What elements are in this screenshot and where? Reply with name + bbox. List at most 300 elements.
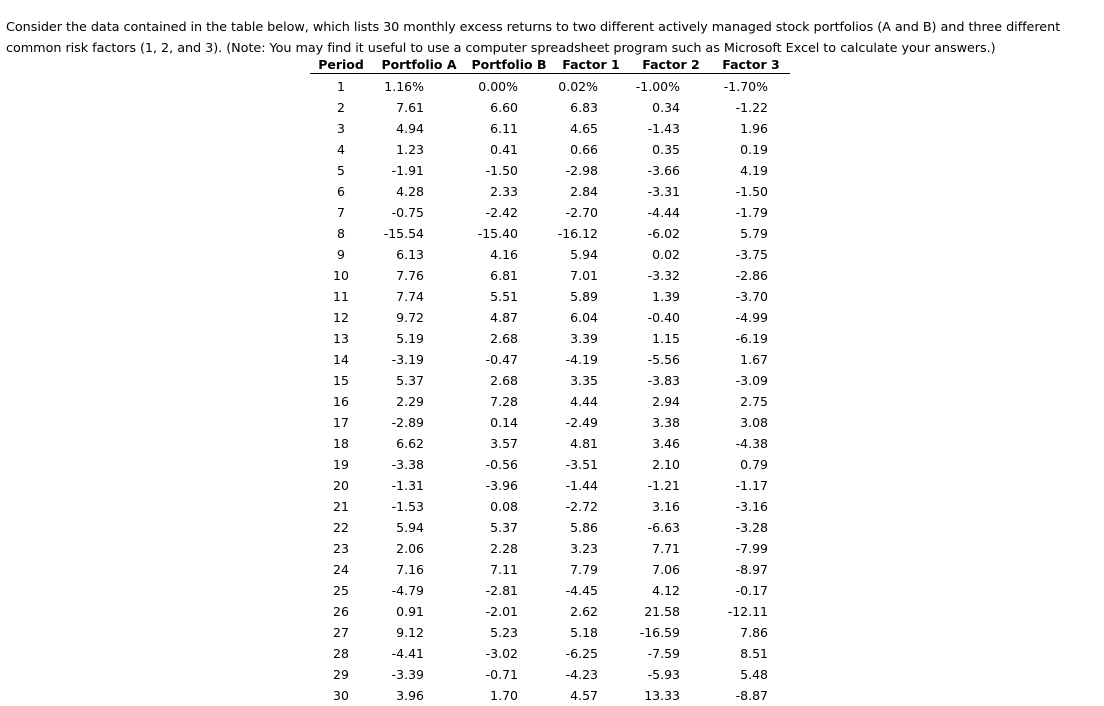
- factor-2-cell: [630, 643, 712, 664]
- cell-value: -6.63: [630, 520, 680, 535]
- cell-value: -2.70: [552, 205, 598, 220]
- portfolio-a-cell: [372, 454, 466, 475]
- table-row: [310, 307, 790, 328]
- factor-1-cell: [552, 74, 630, 98]
- period-cell: 27: [310, 622, 372, 643]
- factor-3-cell: [712, 643, 790, 664]
- factor-1-cell: [552, 517, 630, 538]
- factor-3-cell: [712, 622, 790, 643]
- cell-value: 2.84: [552, 184, 598, 199]
- cell-value: 6.13: [372, 247, 424, 262]
- cell-value: 7.86: [712, 625, 768, 640]
- cell-value: 2.10: [630, 457, 680, 472]
- table-row: [310, 664, 790, 685]
- cell-value: 1.16%: [372, 79, 424, 94]
- factor-3-cell: [712, 580, 790, 601]
- cell-value: 4.28: [372, 184, 424, 199]
- factor-3-cell: [712, 349, 790, 370]
- table-row: [310, 349, 790, 370]
- cell-value: -3.39: [372, 667, 424, 682]
- cell-value: 5.23: [466, 625, 518, 640]
- period-cell: 5: [310, 160, 372, 181]
- table-row: [310, 391, 790, 412]
- cell-value: -3.75: [712, 247, 768, 262]
- factor-1-cell: [552, 244, 630, 265]
- cell-value: -2.86: [712, 268, 768, 283]
- cell-value: 4.87: [466, 310, 518, 325]
- cell-value: 7.71: [630, 541, 680, 556]
- period-cell: 4: [310, 139, 372, 160]
- portfolio-a-cell: [372, 118, 466, 139]
- factor-3-cell: [712, 685, 790, 706]
- table-body: [310, 74, 790, 706]
- portfolio-b-cell: [466, 559, 552, 580]
- cell-value: 4.94: [372, 121, 424, 136]
- portfolio-b-cell: [466, 349, 552, 370]
- cell-value: 4.16: [466, 247, 518, 262]
- cell-value: 4.65: [552, 121, 598, 136]
- factor-1-cell: [552, 370, 630, 391]
- table-row: [310, 265, 790, 286]
- table-row: [310, 496, 790, 517]
- table-row: [310, 475, 790, 496]
- factor-2-cell: [630, 601, 712, 622]
- portfolio-a-cell: [372, 370, 466, 391]
- table-row: [310, 643, 790, 664]
- factor-3-cell: [712, 118, 790, 139]
- table-row: [310, 580, 790, 601]
- cell-value: 7.61: [372, 100, 424, 115]
- table-row: [310, 223, 790, 244]
- period-cell: 14: [310, 349, 372, 370]
- cell-value: 5.19: [372, 331, 424, 346]
- cell-value: 3.08: [712, 415, 768, 430]
- table-row: [310, 685, 790, 706]
- cell-value: 0.79: [712, 457, 768, 472]
- period-cell: 17: [310, 412, 372, 433]
- cell-value: 0.00%: [466, 79, 518, 94]
- portfolio-a-cell: [372, 496, 466, 517]
- cell-value: 7.74: [372, 289, 424, 304]
- cell-value: -0.47: [466, 352, 518, 367]
- cell-value: 2.62: [552, 604, 598, 619]
- factor-1-cell: [552, 664, 630, 685]
- cell-value: 4.12: [630, 583, 680, 598]
- cell-value: 2.68: [466, 373, 518, 388]
- cell-value: -7.59: [630, 646, 680, 661]
- portfolio-a-cell: [372, 538, 466, 559]
- cell-value: -0.75: [372, 205, 424, 220]
- portfolio-b-cell: [466, 433, 552, 454]
- factor-3-cell: [712, 517, 790, 538]
- cell-value: 7.11: [466, 562, 518, 577]
- table-row: [310, 622, 790, 643]
- portfolio-a-cell: [372, 202, 466, 223]
- cell-value: 7.06: [630, 562, 680, 577]
- period-cell: 25: [310, 580, 372, 601]
- factor-1-cell: [552, 559, 630, 580]
- portfolio-a-cell: [372, 559, 466, 580]
- factor-3-cell: [712, 181, 790, 202]
- factor-2-cell: [630, 517, 712, 538]
- cell-value: -1.53: [372, 499, 424, 514]
- cell-value: 1.96: [712, 121, 768, 136]
- period-cell: 29: [310, 664, 372, 685]
- cell-value: -4.38: [712, 436, 768, 451]
- portfolio-b-cell: [466, 286, 552, 307]
- cell-value: 13.33: [630, 688, 680, 703]
- cell-value: 2.28: [466, 541, 518, 556]
- table-row: [310, 202, 790, 223]
- portfolio-b-cell: [466, 118, 552, 139]
- portfolio-b-cell: [466, 517, 552, 538]
- period-cell: 28: [310, 643, 372, 664]
- period-cell: 9: [310, 244, 372, 265]
- table-row: [310, 412, 790, 433]
- period-cell: 16: [310, 391, 372, 412]
- header-portfolio-a: Portfolio A: [372, 55, 466, 74]
- period-cell: 20: [310, 475, 372, 496]
- table-row: [310, 601, 790, 622]
- cell-value: 7.28: [466, 394, 518, 409]
- table-row: [310, 538, 790, 559]
- period-cell: 6: [310, 181, 372, 202]
- cell-value: 2.75: [712, 394, 768, 409]
- cell-value: 0.02%: [552, 79, 598, 94]
- cell-value: -6.19: [712, 331, 768, 346]
- portfolio-a-cell: [372, 139, 466, 160]
- factor-3-cell: [712, 370, 790, 391]
- factor-3-cell: [712, 286, 790, 307]
- factor-2-cell: [630, 286, 712, 307]
- factor-3-cell: [712, 391, 790, 412]
- portfolio-b-cell: [466, 622, 552, 643]
- cell-value: -0.17: [712, 583, 768, 598]
- factor-3-cell: [712, 97, 790, 118]
- cell-value: 3.46: [630, 436, 680, 451]
- cell-value: -1.00%: [630, 79, 680, 94]
- factor-2-cell: [630, 328, 712, 349]
- cell-value: 5.18: [552, 625, 598, 640]
- cell-value: 5.37: [466, 520, 518, 535]
- factor-3-cell: [712, 433, 790, 454]
- cell-value: -4.44: [630, 205, 680, 220]
- cell-value: 1.70: [466, 688, 518, 703]
- header-factor-3: Factor 3: [712, 55, 790, 74]
- cell-value: 3.23: [552, 541, 598, 556]
- factor-2-cell: [630, 244, 712, 265]
- factor-2-cell: [630, 538, 712, 559]
- factor-3-cell: [712, 244, 790, 265]
- factor-1-cell: [552, 538, 630, 559]
- cell-value: 0.19: [712, 142, 768, 157]
- portfolio-a-cell: [372, 349, 466, 370]
- table-row: [310, 286, 790, 307]
- cell-value: -0.56: [466, 457, 518, 472]
- factor-1-cell: [552, 685, 630, 706]
- table-row: [310, 454, 790, 475]
- portfolio-b-cell: [466, 202, 552, 223]
- portfolio-a-cell: [372, 580, 466, 601]
- cell-value: -1.91: [372, 163, 424, 178]
- portfolio-b-cell: [466, 370, 552, 391]
- portfolio-a-cell: [372, 643, 466, 664]
- portfolio-b-cell: [466, 538, 552, 559]
- table-row: [310, 181, 790, 202]
- factor-2-cell: [630, 559, 712, 580]
- period-cell: 12: [310, 307, 372, 328]
- problem-intro-text: Consider the data contained in the table below, which lists 30 monthly excess returns to two different actively managed stock portfolios (A and B) and three different common risk factors (1, 2, and 3). (Note: You may find it useful to use a computer spreadsheet program such as Microsoft Excel to calculate your answers.): [6, 17, 1098, 59]
- factor-3-cell: [712, 664, 790, 685]
- portfolio-b-cell: [466, 475, 552, 496]
- cell-value: 5.48: [712, 667, 768, 682]
- cell-value: 1.23: [372, 142, 424, 157]
- cell-value: -4.23: [552, 667, 598, 682]
- cell-value: -8.87: [712, 688, 768, 703]
- cell-value: 6.83: [552, 100, 598, 115]
- cell-value: 4.44: [552, 394, 598, 409]
- period-cell: 22: [310, 517, 372, 538]
- portfolio-a-cell: [372, 412, 466, 433]
- cell-value: 0.02: [630, 247, 680, 262]
- cell-value: 1.15: [630, 331, 680, 346]
- factor-1-cell: [552, 202, 630, 223]
- factor-1-cell: [552, 580, 630, 601]
- cell-value: 3.16: [630, 499, 680, 514]
- cell-value: -1.43: [630, 121, 680, 136]
- cell-value: 6.11: [466, 121, 518, 136]
- factor-2-cell: [630, 433, 712, 454]
- factor-3-cell: [712, 454, 790, 475]
- cell-value: 3.57: [466, 436, 518, 451]
- period-cell: 30: [310, 685, 372, 706]
- factor-1-cell: [552, 601, 630, 622]
- cell-value: -3.38: [372, 457, 424, 472]
- factor-1-cell: [552, 433, 630, 454]
- portfolio-b-cell: [466, 265, 552, 286]
- factor-2-cell: [630, 118, 712, 139]
- cell-value: 0.14: [466, 415, 518, 430]
- portfolio-a-cell: [372, 391, 466, 412]
- cell-value: -1.70%: [712, 79, 768, 94]
- cell-value: -3.70: [712, 289, 768, 304]
- factor-3-cell: [712, 412, 790, 433]
- factor-2-cell: [630, 349, 712, 370]
- portfolio-b-cell: [466, 580, 552, 601]
- cell-value: -0.71: [466, 667, 518, 682]
- portfolio-b-cell: [466, 223, 552, 244]
- portfolio-b-cell: [466, 328, 552, 349]
- portfolio-b-cell: [466, 160, 552, 181]
- table-row: [310, 559, 790, 580]
- cell-value: 0.66: [552, 142, 598, 157]
- factor-3-cell: [712, 139, 790, 160]
- cell-value: 0.41: [466, 142, 518, 157]
- cell-value: 3.35: [552, 373, 598, 388]
- table-row: [310, 74, 790, 98]
- factor-3-cell: [712, 601, 790, 622]
- factor-1-cell: [552, 328, 630, 349]
- cell-value: -3.31: [630, 184, 680, 199]
- cell-value: 3.96: [372, 688, 424, 703]
- portfolio-a-cell: [372, 664, 466, 685]
- period-cell: 2: [310, 97, 372, 118]
- portfolio-b-cell: [466, 74, 552, 98]
- cell-value: 8.51: [712, 646, 768, 661]
- factor-1-cell: [552, 454, 630, 475]
- factor-1-cell: [552, 265, 630, 286]
- portfolio-a-cell: [372, 74, 466, 98]
- cell-value: 5.94: [552, 247, 598, 262]
- table-row: [310, 433, 790, 454]
- factor-3-cell: [712, 559, 790, 580]
- header-factor-2: Factor 2: [630, 55, 712, 74]
- cell-value: -3.51: [552, 457, 598, 472]
- cell-value: 0.08: [466, 499, 518, 514]
- factor-3-cell: [712, 202, 790, 223]
- cell-value: 9.72: [372, 310, 424, 325]
- cell-value: 6.62: [372, 436, 424, 451]
- portfolio-b-cell: [466, 685, 552, 706]
- cell-value: 4.19: [712, 163, 768, 178]
- cell-value: -16.12: [552, 226, 598, 241]
- factor-2-cell: [630, 454, 712, 475]
- factor-1-cell: [552, 391, 630, 412]
- table-row: [310, 370, 790, 391]
- portfolio-a-cell: [372, 244, 466, 265]
- portfolio-a-cell: [372, 433, 466, 454]
- factor-1-cell: [552, 139, 630, 160]
- header-period: Period: [310, 55, 372, 74]
- portfolio-a-cell: [372, 160, 466, 181]
- portfolio-a-cell: [372, 223, 466, 244]
- cell-value: -15.54: [372, 226, 424, 241]
- cell-value: 4.81: [552, 436, 598, 451]
- period-cell: 21: [310, 496, 372, 517]
- cell-value: 5.51: [466, 289, 518, 304]
- period-cell: 8: [310, 223, 372, 244]
- period-cell: 10: [310, 265, 372, 286]
- portfolio-a-cell: [372, 181, 466, 202]
- factor-1-cell: [552, 181, 630, 202]
- cell-value: 5.86: [552, 520, 598, 535]
- cell-value: 5.89: [552, 289, 598, 304]
- factor-1-cell: [552, 349, 630, 370]
- factor-2-cell: [630, 622, 712, 643]
- factor-3-cell: [712, 328, 790, 349]
- portfolio-b-cell: [466, 496, 552, 517]
- cell-value: 5.37: [372, 373, 424, 388]
- factor-3-cell: [712, 74, 790, 98]
- factor-2-cell: [630, 202, 712, 223]
- cell-value: -6.25: [552, 646, 598, 661]
- factor-2-cell: [630, 223, 712, 244]
- factor-2-cell: [630, 475, 712, 496]
- period-cell: 11: [310, 286, 372, 307]
- factor-1-cell: [552, 307, 630, 328]
- returns-table: [310, 55, 790, 706]
- factor-1-cell: [552, 412, 630, 433]
- factor-2-cell: [630, 412, 712, 433]
- cell-value: 6.60: [466, 100, 518, 115]
- period-cell: 19: [310, 454, 372, 475]
- header-portfolio-b: Portfolio B: [466, 55, 552, 74]
- period-cell: 15: [310, 370, 372, 391]
- portfolio-b-cell: [466, 412, 552, 433]
- factor-1-cell: [552, 286, 630, 307]
- cell-value: 3.38: [630, 415, 680, 430]
- cell-value: -1.17: [712, 478, 768, 493]
- cell-value: 2.29: [372, 394, 424, 409]
- table-row: [310, 244, 790, 265]
- cell-value: 0.35: [630, 142, 680, 157]
- cell-value: -1.50: [466, 163, 518, 178]
- cell-value: -1.50: [712, 184, 768, 199]
- factor-2-cell: [630, 160, 712, 181]
- cell-value: -2.49: [552, 415, 598, 430]
- period-cell: 18: [310, 433, 372, 454]
- cell-value: -3.96: [466, 478, 518, 493]
- cell-value: -3.66: [630, 163, 680, 178]
- cell-value: 3.39: [552, 331, 598, 346]
- factor-3-cell: [712, 223, 790, 244]
- factor-3-cell: [712, 475, 790, 496]
- cell-value: 2.68: [466, 331, 518, 346]
- factor-2-cell: [630, 307, 712, 328]
- period-cell: 1: [310, 74, 372, 98]
- cell-value: -4.19: [552, 352, 598, 367]
- cell-value: -4.99: [712, 310, 768, 325]
- cell-value: -3.09: [712, 373, 768, 388]
- cell-value: -6.02: [630, 226, 680, 241]
- cell-value: -15.40: [466, 226, 518, 241]
- cell-value: -2.72: [552, 499, 598, 514]
- cell-value: -8.97: [712, 562, 768, 577]
- cell-value: 7.76: [372, 268, 424, 283]
- period-cell: 23: [310, 538, 372, 559]
- table-row: [310, 118, 790, 139]
- cell-value: -3.16: [712, 499, 768, 514]
- table-row: [310, 97, 790, 118]
- table-row: [310, 328, 790, 349]
- cell-value: 2.33: [466, 184, 518, 199]
- header-factor-1: Factor 1: [552, 55, 630, 74]
- cell-value: 2.06: [372, 541, 424, 556]
- cell-value: -1.22: [712, 100, 768, 115]
- factor-2-cell: [630, 370, 712, 391]
- table-row: [310, 139, 790, 160]
- factor-1-cell: [552, 223, 630, 244]
- factor-3-cell: [712, 265, 790, 286]
- cell-value: -3.02: [466, 646, 518, 661]
- portfolio-b-cell: [466, 307, 552, 328]
- factor-1-cell: [552, 643, 630, 664]
- factor-1-cell: [552, 622, 630, 643]
- cell-value: -5.56: [630, 352, 680, 367]
- cell-value: 7.79: [552, 562, 598, 577]
- portfolio-b-cell: [466, 643, 552, 664]
- cell-value: -3.32: [630, 268, 680, 283]
- cell-value: -7.99: [712, 541, 768, 556]
- cell-value: -2.81: [466, 583, 518, 598]
- cell-value: 4.57: [552, 688, 598, 703]
- cell-value: -3.83: [630, 373, 680, 388]
- factor-3-cell: [712, 307, 790, 328]
- period-cell: 26: [310, 601, 372, 622]
- cell-value: 2.94: [630, 394, 680, 409]
- cell-value: 0.91: [372, 604, 424, 619]
- portfolio-a-cell: [372, 97, 466, 118]
